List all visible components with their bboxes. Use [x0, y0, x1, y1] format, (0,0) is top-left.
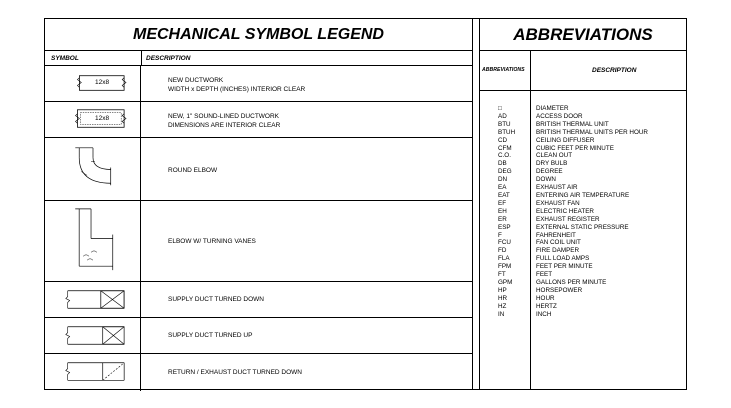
abbreviation-description: HERTZ [536, 302, 557, 310]
abbreviation-codes [498, 105, 515, 318]
abbreviation-code: CFM [498, 144, 512, 152]
legend-desc-line: NEW DUCTWORK [168, 77, 224, 84]
abbreviation-descriptions [536, 105, 648, 318]
abbreviation-description: HORSEPOWER [536, 286, 583, 294]
abbreviation-code: GPM [498, 278, 513, 286]
abbreviation-code: DEG [498, 168, 512, 176]
abbreviation-description: DEGREE [536, 168, 563, 176]
abbreviation-code: AD [498, 112, 507, 120]
sound-lined-ductwork-symbol [45, 102, 141, 137]
abbreviation-code: F [498, 231, 502, 239]
legend-row-new-ductwork [45, 65, 472, 101]
abbreviation-code: BTU [498, 120, 511, 128]
abbreviation-code: FPM [498, 263, 512, 271]
abbreviation-code: EF [498, 199, 507, 207]
supply-duct-down-symbol [45, 282, 141, 317]
legend-desc-line: RETURN / EXHAUST DUCT TURNED DOWN [168, 369, 302, 376]
abbreviation-code: FCU [498, 239, 511, 247]
supply-duct-up-symbol [45, 318, 141, 353]
abbreviation-description: CEILING DIFFUSER [536, 136, 595, 144]
abbreviation-description: CUBIC FEET PER MINUTE [536, 144, 614, 152]
return-exhaust-down-symbol [45, 354, 141, 391]
abbreviation-code: CD [498, 136, 508, 144]
abbreviation-code: EH [498, 207, 507, 215]
abbreviation-description: EXTERNAL STATIC PRESSURE [536, 223, 629, 231]
abbreviation-code: IN [498, 310, 505, 318]
new-ductwork-symbol [45, 66, 141, 101]
legend-row-round-elbow [45, 137, 472, 200]
abbreviation-description: DRY BULB [536, 160, 568, 168]
round-elbow-symbol [45, 138, 141, 200]
abbreviation-description: ACCESS DOOR [536, 112, 583, 120]
legend-col-description: DESCRIPTION [146, 55, 191, 62]
legend-col-symbol: SYMBOL [51, 55, 79, 62]
abbreviation-description: EXHAUST AIR [536, 184, 578, 192]
abbreviation-code: DN [498, 176, 508, 184]
abbreviation-code: C.O. [498, 152, 511, 160]
legend-row-sound-lined [45, 101, 472, 137]
abbreviation-description: ENTERING AIR TEMPERATURE [536, 191, 630, 199]
duct-size-label: 12x8 [95, 79, 110, 86]
abbreviation-description: EXHAUST REGISTER [536, 215, 600, 223]
abbreviation-description: FIRE DAMPER [536, 247, 580, 255]
abbreviation-code: HR [498, 294, 508, 302]
legend-row-supply-up [45, 317, 472, 353]
abbreviation-code: FD [498, 247, 507, 255]
duct-size-label: 12x8 [95, 115, 110, 122]
abbreviation-description: BRITISH THERMAL UNIT [536, 120, 609, 128]
mechanical-symbol-legend [45, 19, 473, 389]
abbreviation-code: FLA [498, 255, 510, 263]
abbreviation-description: BRITISH THERMAL UNITS PER HOUR [536, 128, 648, 136]
abbreviation-description: EXHAUST FAN [536, 199, 580, 207]
abbreviation-code: HP [498, 286, 507, 294]
abbreviation-code: HZ [498, 302, 507, 310]
abbreviation-description: FAN COIL UNIT [536, 239, 581, 247]
elbow-turning-vanes-symbol [45, 201, 141, 281]
abbreviation-description: GALLONS PER MINUTE [536, 278, 607, 286]
legend-desc-line: SUPPLY DUCT TURNED DOWN [168, 296, 264, 303]
legend-row-supply-down [45, 281, 472, 317]
abbreviation-description: DOWN [536, 176, 556, 184]
legend-desc-line: ROUND ELBOW [168, 167, 218, 174]
legend-desc-line: SUPPLY DUCT TURNED UP [168, 332, 253, 339]
abbreviation-code: ER [498, 215, 507, 223]
abbr-desc-header: DESCRIPTION [592, 67, 637, 74]
abbreviation-code: BTUH [498, 128, 516, 136]
legend-row-return-exhaust [45, 353, 472, 391]
abbreviation-code: □ [498, 105, 502, 112]
abbreviations-table [479, 19, 686, 389]
abbreviation-description: FAHRENHEIT [536, 231, 576, 239]
legend-desc-line: WIDTH x DEPTH (INCHES) INTERIOR CLEAR [168, 86, 306, 93]
drawing-sheet [44, 18, 687, 390]
abbreviation-code: EAT [498, 191, 510, 199]
abbreviation-description: CLEAN OUT [536, 152, 573, 160]
abbreviation-description: FEET [536, 271, 553, 279]
legend-desc-line: ELBOW W/ TURNING VANES [168, 238, 256, 245]
abbreviation-description: HOUR [536, 294, 555, 302]
legend-title: MECHANICAL SYMBOL LEGEND [45, 19, 472, 51]
abbreviation-description: ELECTRIC HEATER [536, 207, 594, 215]
legend-desc-line: DIMENSIONS ARE INTERIOR CLEAR [168, 122, 281, 129]
legend-desc-line: NEW, 1" SOUND-LINED DUCTWORK [168, 113, 280, 120]
abbreviation-description: INCH [536, 310, 552, 318]
abbreviation-description: DIAMETER [536, 105, 569, 112]
abbreviations-title: ABBREVIATIONS [480, 19, 686, 51]
legend-row-elbow-vanes [45, 200, 472, 281]
abbreviation-code: DB [498, 160, 507, 168]
abbreviation-description: FULL LOAD AMPS [536, 255, 590, 263]
abbreviation-code: EA [498, 184, 507, 192]
abbreviation-code: FT [498, 271, 506, 279]
abbr-col-header: ABBREVIATIONS [482, 67, 525, 73]
abbreviation-description: FEET PER MINUTE [536, 263, 593, 271]
abbreviation-code: ESP [498, 223, 511, 231]
